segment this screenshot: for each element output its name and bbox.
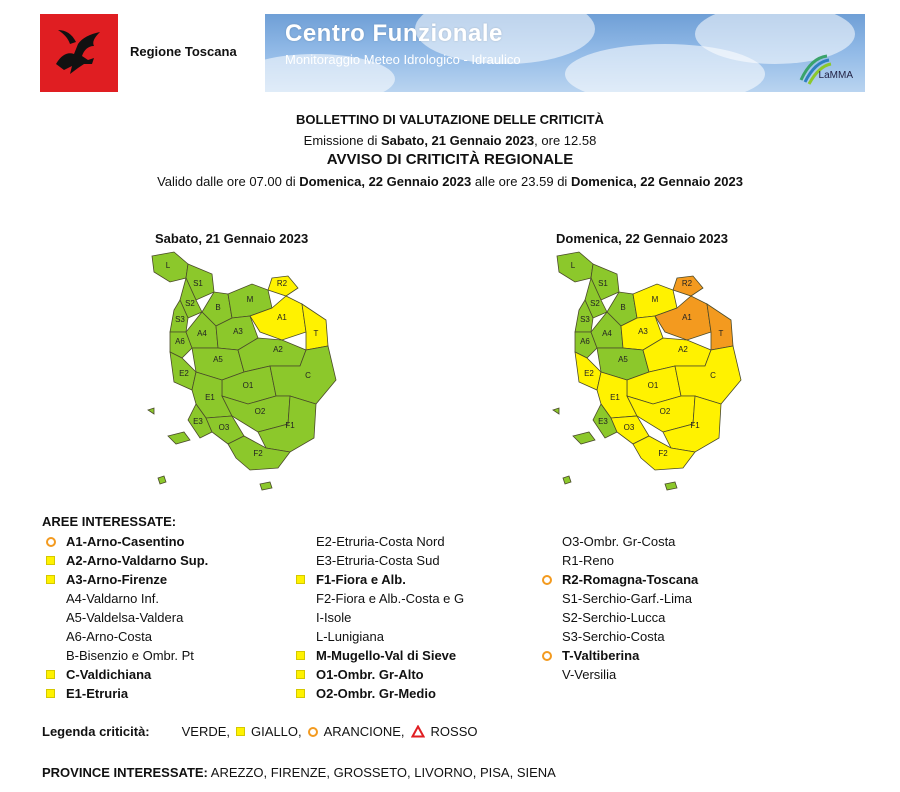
zone-label-s3: S3 [175, 315, 185, 324]
legend-text-arancione: ARANCIONE, [323, 724, 405, 739]
region-name: Regione Toscana [130, 44, 237, 59]
area-item [42, 570, 208, 589]
bulletin-title: BOLLETTINO DI VALUTAZIONE DELLE CRITICITÀ [296, 112, 604, 127]
area-label: V-Versilia [562, 667, 617, 682]
area-label: S2-Serchio-Lucca [562, 610, 666, 625]
area-label: A1-Arno-Casentino [66, 534, 185, 549]
red-triangle-icon [411, 725, 425, 738]
area-item [538, 532, 698, 551]
area-item [42, 627, 208, 646]
areas-column-3 [538, 532, 698, 684]
notice-title: AVVISO DI CRITICITÀ REGIONALE [326, 151, 574, 168]
valid-to: Domenica, 22 Gennaio 2023 [570, 174, 743, 189]
zone-label-a3: A3 [638, 327, 648, 336]
zone-label-s1: S1 [598, 279, 608, 288]
emission-prefix: Emissione di [303, 133, 378, 148]
zone-label-m: M [246, 295, 254, 304]
zone-label-f2: F2 [658, 449, 668, 458]
zone-label-f1: F1 [690, 421, 700, 430]
area-label: E3-Etruria-Costa Sud [316, 553, 440, 568]
areas-column-2 [292, 532, 464, 703]
legend-item-verde [182, 724, 230, 739]
area-item [538, 646, 698, 665]
zone-label-l: L [570, 261, 576, 270]
zone-label-b: B [215, 303, 221, 312]
islet-shape [158, 476, 166, 484]
area-item [538, 551, 698, 570]
legend-text-rosso: ROSSO [430, 724, 478, 739]
zone-label-s2: S2 [185, 299, 195, 308]
orange-circle-icon [542, 651, 552, 661]
zone-label-e2: E2 [179, 369, 189, 378]
zone-label-r2: R2 [681, 279, 693, 288]
zone-label-a6: A6 [175, 337, 185, 346]
area-label: E1-Etruria [66, 686, 129, 701]
area-label: A5-Valdelsa-Valdera [66, 610, 184, 625]
areas-column-1 [42, 532, 208, 703]
zone-label-e1: E1 [610, 393, 620, 402]
validity-line [0, 174, 900, 189]
yellow-square-icon [296, 670, 305, 679]
regione-toscana-logo [40, 14, 118, 92]
area-item [42, 646, 208, 665]
area-label: R1-Reno [562, 553, 615, 568]
area-item [538, 570, 698, 589]
islet-shape [260, 482, 272, 490]
area-label: A6-Arno-Costa [66, 629, 152, 644]
area-label: C-Valdichiana [66, 667, 152, 682]
zone-label-c: C [710, 371, 716, 380]
orange-circle-icon [46, 537, 56, 547]
yellow-square-icon [296, 689, 305, 698]
area-label: R2-Romagna-Toscana [562, 572, 699, 587]
tuscany-map-saturday [140, 248, 370, 493]
area-item [42, 551, 208, 570]
zone-label-c: C [305, 371, 311, 380]
area-label: F2-Fiora e Alb.-Costa e G [316, 591, 465, 606]
area-label: O2-Ombr. Gr-Medio [316, 686, 436, 701]
yellow-square-icon [46, 689, 55, 698]
zone-label-r2: R2 [276, 279, 288, 288]
area-item [292, 646, 464, 665]
yellow-square-icon [296, 651, 305, 660]
area-item [538, 608, 698, 627]
zone-label-s3: S3 [580, 315, 590, 324]
area-item [42, 608, 208, 627]
yellow-square-icon [46, 556, 55, 565]
zone-label-o1: O1 [242, 381, 254, 390]
area-item [292, 570, 464, 589]
zone-label-o3: O3 [623, 423, 635, 432]
zone-label-e1: E1 [205, 393, 215, 402]
orange-circle-icon [308, 727, 318, 737]
area-item [292, 665, 464, 684]
zone-label-a4: A4 [602, 329, 612, 338]
valid-mid: alle ore 23.59 di [474, 174, 568, 189]
emission-line [0, 133, 900, 148]
zone-label-m: M [651, 295, 659, 304]
area-item [292, 627, 464, 646]
area-label: B-Bisenzio e Ombr. Pt [66, 648, 194, 663]
zone-label-e2: E2 [584, 369, 594, 378]
area-item [292, 684, 464, 703]
zone-label-o2: O2 [254, 407, 266, 416]
zone-label-t: T [718, 329, 724, 338]
legend-item-rosso [411, 724, 478, 739]
zone-i [573, 432, 595, 444]
yellow-square-icon [296, 575, 305, 584]
area-label: A3-Arno-Firenze [66, 572, 168, 587]
area-label: S3-Serchio-Costa [562, 629, 665, 644]
area-item [292, 532, 464, 551]
lamma-label: LaMMA [818, 70, 853, 81]
zone-label-t: T [313, 329, 319, 338]
zone-label-o1: O1 [647, 381, 659, 390]
zone-label-f1: F1 [285, 421, 295, 430]
area-label: O1-Ombr. Gr-Alto [316, 667, 424, 682]
zone-label-f2: F2 [253, 449, 263, 458]
pegasus-icon [48, 24, 110, 82]
tuscany-map-sunday [545, 248, 775, 493]
yellow-square-icon [46, 670, 55, 679]
area-item [538, 665, 698, 684]
legend-item-giallo [236, 724, 302, 739]
zone-label-a1: A1 [277, 313, 287, 322]
map-title-sunday: Domenica, 22 Gennaio 2023 [556, 231, 728, 246]
emission-date: Sabato, 21 Gennaio 2023 [380, 133, 535, 148]
area-item [42, 665, 208, 684]
zone-label-a4: A4 [197, 329, 207, 338]
zone-label-o2: O2 [659, 407, 671, 416]
area-label: E2-Etruria-Costa Nord [316, 534, 445, 549]
valid-prefix: Valido dalle ore 07.00 di [157, 174, 296, 189]
zone-label-e3: E3 [598, 417, 608, 426]
zone-label-a2: A2 [678, 345, 688, 354]
yellow-square-icon [236, 727, 245, 736]
legend-label: Legenda criticità: [42, 724, 150, 739]
area-item [538, 627, 698, 646]
provinces-label: PROVINCE INTERESSATE: [42, 765, 208, 780]
centro-funzionale-banner [265, 14, 865, 92]
area-item [292, 589, 464, 608]
emission-time: , ore 12.58 [534, 133, 597, 148]
area-label: O3-Ombr. Gr-Costa [562, 534, 676, 549]
valid-from: Domenica, 22 Gennaio 2023 [299, 174, 472, 189]
area-label: L-Lunigiana [316, 629, 384, 644]
area-item [42, 684, 208, 703]
map-title-saturday: Sabato, 21 Gennaio 2023 [155, 231, 309, 246]
area-label: F1-Fiora e Alb. [316, 572, 406, 587]
islet-shape [563, 476, 571, 484]
zone-label-e3: E3 [193, 417, 203, 426]
area-label: A4-Valdarno Inf. [66, 591, 159, 606]
provinces-line [42, 765, 556, 780]
orange-circle-icon [542, 575, 552, 585]
legend-text-giallo: GIALLO, [251, 724, 302, 739]
zone-label-l: L [165, 261, 171, 270]
zone-label-a2: A2 [273, 345, 283, 354]
area-item [538, 589, 698, 608]
legend-text-verde: VERDE, [181, 724, 231, 739]
zone-label-a6: A6 [580, 337, 590, 346]
provinces-value: AREZZO, FIRENZE, GROSSETO, LIVORNO, PISA, SIENA [210, 765, 556, 780]
zone-label-a3: A3 [233, 327, 243, 336]
area-label: A2-Arno-Valdarno Sup. [66, 553, 209, 568]
islet-shape [553, 408, 559, 414]
legend-item-arancione [308, 724, 405, 739]
banner-title: Centro Funzionale [285, 20, 503, 47]
areas-title: AREE INTERESSATE: [42, 514, 177, 529]
zone-label-a1: A1 [682, 313, 692, 322]
zone-label-b: B [620, 303, 626, 312]
islet-shape [148, 408, 154, 414]
criticality-legend [42, 724, 484, 739]
zone-label-a5: A5 [213, 355, 223, 364]
area-label: M-Mugello-Val di Sieve [316, 648, 457, 663]
zone-label-a5: A5 [618, 355, 628, 364]
area-item [42, 589, 208, 608]
zone-label-s1: S1 [193, 279, 203, 288]
islet-shape [665, 482, 677, 490]
area-label: T-Valtiberina [562, 648, 640, 663]
zone-t [707, 304, 733, 350]
area-item [292, 551, 464, 570]
zone-label-s2: S2 [590, 299, 600, 308]
zone-label-o3: O3 [218, 423, 230, 432]
area-label: S1-Serchio-Garf.-Lima [562, 591, 693, 606]
area-label: I-Isole [316, 610, 352, 625]
yellow-square-icon [46, 575, 55, 584]
banner-subtitle: Monitoraggio Meteo Idrologico - Idraulico [285, 52, 521, 67]
area-item [292, 608, 464, 627]
area-item [42, 532, 208, 551]
zone-i [168, 432, 190, 444]
zone-t [302, 304, 328, 350]
